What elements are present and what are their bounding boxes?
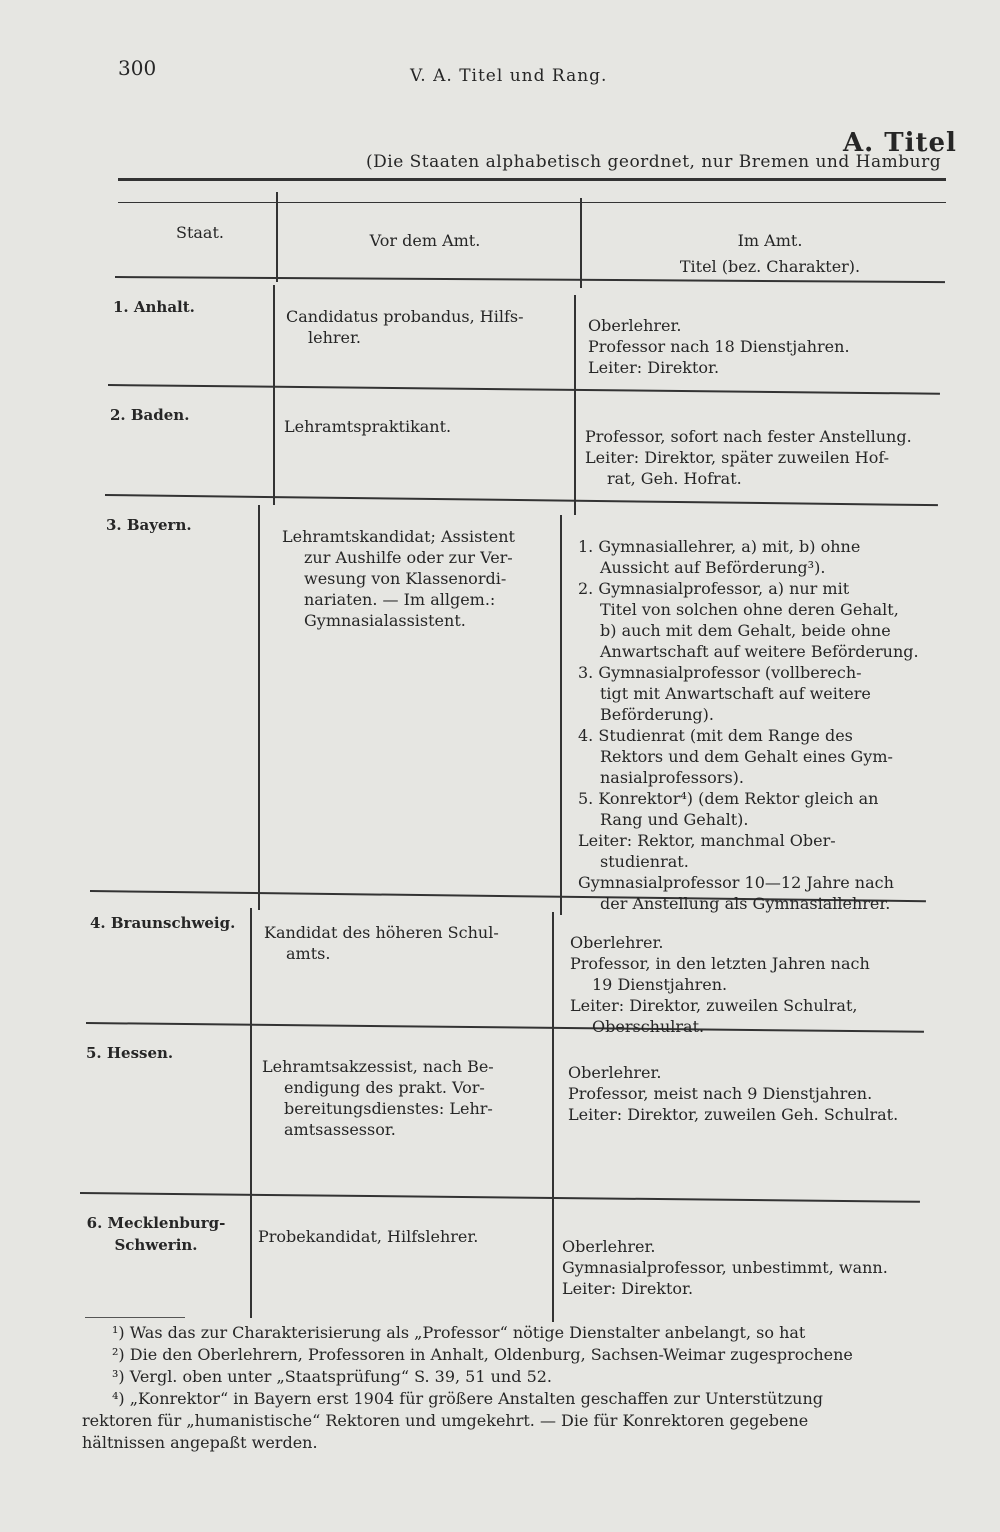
footnote-4-cont: rektoren für „humanistische“ Rektoren und umgekehrt. — Die für Konrektoren gegebene (82, 1411, 809, 1430)
footnote-4-cont: hältnissen angepaßt werden. (82, 1433, 318, 1452)
column-divider-2d (552, 912, 554, 1322)
row-rule-5 (80, 1192, 920, 1203)
state-baden: 2. Baden. (110, 406, 190, 424)
office-line: Rang und Gehalt). (600, 810, 749, 829)
office-line: Titel von solchen ohne deren Gehalt, (600, 600, 899, 619)
office-line: nasialprofessors). (600, 768, 744, 787)
before-line: endigung des prakt. Vor- (284, 1078, 485, 1097)
office-line: Leiter: Direktor, später zuweilen Hof- (585, 448, 890, 467)
office-line: 3. Gymnasialprofessor (vollberech- (578, 663, 862, 682)
office-line: Professor nach 18 Dienstjahren. (588, 337, 850, 356)
before-line: wesung von Klassenordi- (304, 569, 507, 588)
before-anhalt (286, 306, 568, 348)
office-line: Leiter: Direktor, zuweilen Schulrat, (570, 996, 858, 1015)
before-hessen (262, 1056, 546, 1140)
footnote-4: ⁴) „Konrektor“ in Bayern erst 1904 für größere Anstalten geschaffen zur Unterstützung (112, 1389, 823, 1408)
section-title: A. Titel (843, 128, 957, 158)
column-divider-1d (250, 908, 252, 1318)
office-line: Oberlehrer. (588, 316, 682, 335)
office-line: 5. Konrektor⁴) (dem Rektor gleich an (578, 789, 879, 808)
before-bayern (282, 526, 560, 631)
before-line: amts. (286, 944, 331, 963)
column-divider-2b (574, 295, 576, 515)
office-line: Beförderung). (600, 705, 714, 724)
page-number: 300 (118, 56, 157, 80)
before-mecklenburg-schwerin (258, 1226, 542, 1247)
before-line: Candidatus probandus, Hilfs- (286, 307, 524, 326)
office-line: Leiter: Direktor. (562, 1279, 694, 1298)
office-line: Gymnasialprofessor 10—12 Jahre nach (578, 873, 894, 892)
office-line: b) auch mit dem Gehalt, beide ohne (600, 621, 891, 640)
office-anhalt (588, 315, 938, 378)
before-line: Kandidat des höheren Schul- (264, 923, 499, 942)
office-line: Oberlehrer. (568, 1063, 662, 1082)
office-line: 4. Studienrat (mit dem Range des (578, 726, 853, 745)
before-line: Probekandidat, Hilfslehrer. (258, 1227, 479, 1246)
office-line: Professor, sofort nach fester Anstellung. (585, 427, 912, 446)
column-header-office (620, 228, 920, 280)
column-header-before: Vor dem Amt. (369, 231, 481, 250)
office-line: rat, Geh. Hofrat. (607, 469, 742, 488)
office-line: Oberlehrer. (562, 1237, 656, 1256)
row-rule-1 (108, 384, 940, 395)
column-header-state: Staat. (176, 223, 224, 242)
office-line: Leiter: Direktor. (588, 358, 720, 377)
office-line: Professor, meist nach 9 Dienstjahren. (568, 1084, 873, 1103)
footnote-3: ³) Vergl. oben unter „Staatsprüfung“ S. 39, 51 und 52. (112, 1367, 553, 1386)
running-head: V. A. Titel und Rang. (410, 66, 608, 86)
row-rule-2 (105, 494, 938, 506)
column-header-office-line1: Im Amt. (737, 231, 803, 250)
section-subtitle: (Die Staaten alphabetisch geordnet, nur Bremen und Hamburg (366, 152, 942, 172)
before-line: Gymnasialassistent. (304, 611, 466, 630)
state-line: 6. Mecklenburg- (86, 1214, 226, 1232)
office-line: Anwartschaft auf weitere Beförderung. (600, 642, 919, 661)
before-line: Lehramtsakzessist, nach Be- (262, 1057, 494, 1076)
before-line: nariaten. — Im allgem.: (304, 590, 496, 609)
office-line: Gymnasialprofessor, unbestimmt, wann. (562, 1258, 888, 1277)
state-anhalt: 1. Anhalt. (113, 298, 195, 316)
state-braunschweig: 4. Braunschweig. (90, 914, 236, 932)
office-braunschweig (570, 932, 930, 1037)
before-line: bereitungsdienstes: Lehr- (284, 1099, 493, 1118)
office-line: Leiter: Direktor, zuweilen Geh. Schulrat. (568, 1105, 899, 1124)
office-line: Leiter: Rektor, manchmal Ober- (578, 831, 836, 850)
column-divider-2a (580, 198, 582, 288)
footnote-rule (85, 1317, 185, 1318)
before-line: Lehramtskandidat; Assistent (282, 527, 515, 546)
footnote-2: ²) Die den Oberlehrern, Professoren in Anhalt, Oldenburg, Sachsen-Weimar zugesprochene (112, 1345, 853, 1364)
office-hessen (568, 1062, 928, 1125)
column-divider-1a (276, 192, 278, 282)
column-divider-2c (560, 515, 562, 915)
office-line: der Anstellung als Gymnasiallehrer. (600, 894, 891, 913)
office-line: 19 Dienstjahren. (592, 975, 728, 994)
state-mecklenburg-schwerin (80, 1212, 232, 1256)
before-line: zur Aushilfe oder zur Ver- (304, 548, 513, 567)
state-line: Schwerin. (114, 1236, 198, 1254)
footnote-1: ¹) Was das zur Charakterisierung als „Professor“ nötige Dienstalter anbelangt, so hat (112, 1323, 806, 1342)
before-line: amtsassessor. (284, 1120, 396, 1139)
state-hessen: 5. Hessen. (86, 1044, 174, 1062)
column-divider-1b (273, 285, 275, 505)
footnotes (82, 1322, 922, 1454)
office-line: Professor, in den letzten Jahren nach (570, 954, 870, 973)
office-bayern (578, 536, 938, 914)
office-line: 2. Gymnasialprofessor, a) nur mit (578, 579, 850, 598)
before-braunschweig (264, 922, 548, 964)
office-mecklenburg-schwerin (562, 1236, 922, 1299)
office-line: tigt mit Anwartschaft auf weitere (600, 684, 871, 703)
before-baden (284, 416, 566, 437)
before-line: lehrer. (308, 328, 361, 347)
table-top-rule-thin (118, 202, 946, 203)
office-line: studienrat. (600, 852, 689, 871)
column-divider-1c (258, 505, 260, 910)
state-bayern: 3. Bayern. (106, 516, 192, 534)
office-line: Rektors und dem Gehalt eines Gym- (600, 747, 893, 766)
column-header-office-line2: Titel (bez. Charakter). (679, 257, 861, 276)
before-line: Lehramtspraktikant. (284, 417, 452, 436)
office-line: 1. Gymnasiallehrer, a) mit, b) ohne (578, 537, 861, 556)
office-line: Oberlehrer. (570, 933, 664, 952)
office-baden (585, 426, 945, 489)
office-line: Aussicht auf Beförderung³). (600, 558, 826, 577)
office-line: Oberschulrat. (592, 1017, 705, 1036)
table-top-rule (118, 178, 946, 181)
